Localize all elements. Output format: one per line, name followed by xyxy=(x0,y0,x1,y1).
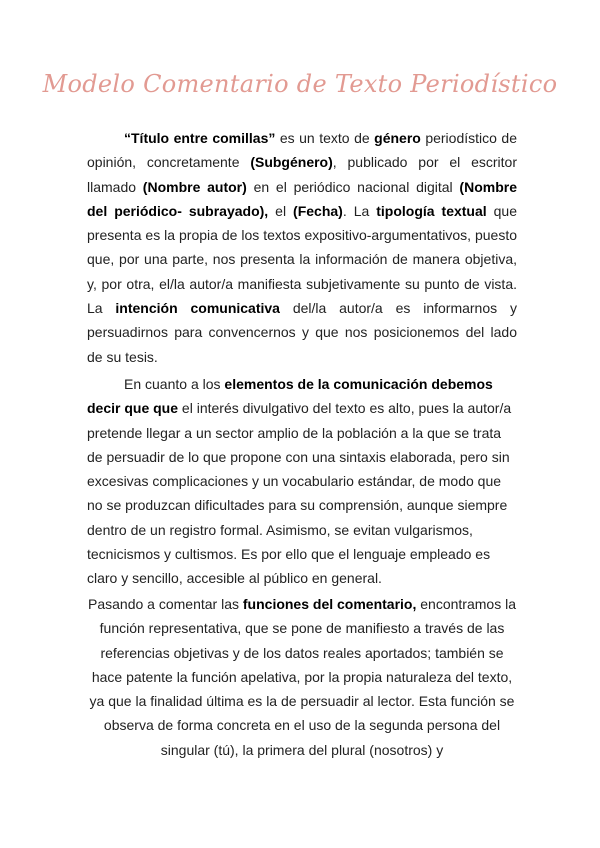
text-bold: (Nombre autor) xyxy=(142,178,247,195)
text-bold: (Fecha) xyxy=(293,202,343,219)
text-run: En cuanto a los xyxy=(124,376,225,392)
text-bold: (Nombre del periódico- subrayado), xyxy=(87,178,517,219)
text-run: del/la autor/a es informarnos y persuadirnos para convencernos y que nos posicionemos del lado de su tesis. xyxy=(87,300,517,365)
text-run: encontramos la función representativa, que se pone de manifiesto a través de las referencias objetivas y de los datos reales aportados; también se hace patente la función apelativa, por la propia naturaleza del texto, ya que la finalidad última es la de persuadir al lector. Esta función se observa de forma concreta en el uso de la segunda persona del singular (tú), la primera del plural (nosotros) y xyxy=(89,596,516,758)
text-run: , publicado por el escritor llamado xyxy=(87,154,517,195)
text-bold: intención comunicativa xyxy=(115,300,280,317)
text-run: Pasando a comentar las xyxy=(88,596,243,612)
text-run: en el periódico nacional digital xyxy=(246,178,460,195)
text-run: el xyxy=(268,202,294,219)
text-bold: (Subgénero) xyxy=(250,154,333,171)
text-run: . La xyxy=(342,202,377,219)
text-bold: elementos de la comunicación debemos decir que que xyxy=(87,376,493,417)
paragraph-communication xyxy=(87,372,517,591)
paragraph-functions xyxy=(87,592,517,762)
text-bold: funciones del comentario, xyxy=(242,596,417,612)
text-bold: “Título entre comillas” xyxy=(124,130,276,146)
text-bold: tipología textual xyxy=(376,202,487,219)
text-run: es un texto de xyxy=(275,130,375,146)
document-title: Modelo Comentario de Texto Periodístico xyxy=(42,70,558,98)
text-run: periodístico de opinión, concretamente xyxy=(87,130,517,171)
text-run: que presenta es la propia de los textos expositivo-argumentativos, puesto que, por una parte, nos presenta la información de manera objetiva, y, por otra, el/la autor/a manifiesta subjetivamente su punto de vista. La xyxy=(87,202,517,317)
paragraph-intro xyxy=(87,126,517,369)
text-run: el interés divulgativo del texto es alto, pues la autor/a pretende llegar a un sector amplio de la población a la que se trata de persuadir de lo que propone con una sintaxis elaborada, pero sin excesivas complicaciones y un vocabulario estándar, de modo que no se produzcan dificultades para su comprensión, aunque siempre dentro de un registro formal. Asimismo, se evitan vulgarismos, tecnicismos y cultismos. Es por ello que el lenguaje empleado es claro y sencillo, accesible al público en general. xyxy=(87,400,512,587)
text-bold: género xyxy=(374,130,421,146)
